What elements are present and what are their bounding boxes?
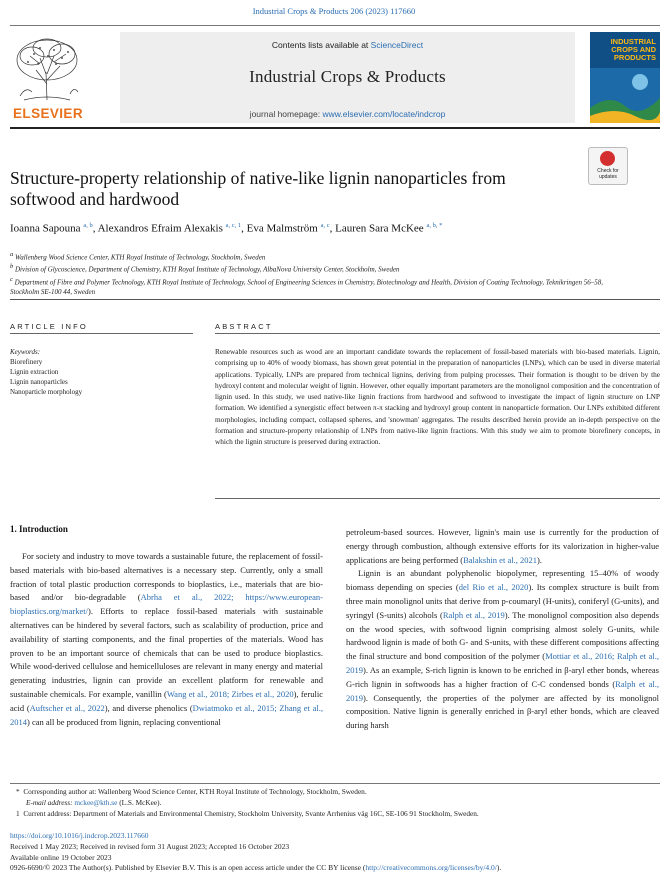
- citation-link[interactable]: Auftscher et al., 2022: [29, 702, 105, 713]
- body-text: ). Efforts to replace fossil-based materials with sustainable alternatives can be hindered by several factors, such as scalability of production, price and availability of starting components, and the final properties of the materials. Wood has proven to be an important source of chemicals that can be used to produce bioplastics. While wood-derived cellulose and hemicelluloses are relevant in many energy and material generating industries, lignin can provide an excellent platform for renewable and sustainable chemicals. For example, vanillin (: [10, 606, 323, 699]
- journal-cover[interactable]: [590, 32, 660, 123]
- body-text: ). As an example, S-rich lignin is known to be enriched in β-aryl ether bonds, whereas G-rich lignin in softwoods has a higher fraction of C-C condensed bonds (: [346, 664, 659, 689]
- current-address-note: [16, 809, 656, 819]
- license-suffix: ).: [496, 863, 502, 873]
- email-suffix: (L.S. McKee).: [119, 798, 162, 807]
- citation-link[interactable]: Wang et al., 2018; Zirbes et al., 2020: [166, 688, 294, 699]
- keyword[interactable]: Biorefinery: [10, 358, 43, 366]
- body-text: For society and industry to move towards a sustainable future, the replacement of fossil-based materials with bio-based alternatives is a necessary step. Currently, only a small fraction of total plastic production corresponds to bioplastics, i.e., materials that are bio-based and/or bio-degradable (: [10, 551, 323, 603]
- journal-header: [120, 32, 575, 123]
- body-text: ), ferulic acid (: [10, 688, 323, 713]
- top-rule: [10, 25, 660, 26]
- citation-link[interactable]: Mottiar et al., 2016; Ralph et al., 2019: [346, 651, 659, 675]
- keywords-block: [10, 347, 190, 397]
- affiliation-text: Wallenberg Wood Science Center, KTH Royal Institute of Technology, Stockholm, Sweden: [15, 253, 266, 262]
- intro-paragraph: [346, 567, 659, 733]
- keyword[interactable]: Nanoparticle morphology: [10, 388, 83, 396]
- email-label: E-mail address:: [26, 798, 73, 807]
- abstract-rule: [215, 333, 660, 334]
- author-affil-marks[interactable]: a, b, *: [426, 222, 443, 229]
- keywords-label: Keywords:: [10, 348, 41, 356]
- intro-paragraph: [346, 526, 659, 567]
- author-separator: ,: [241, 222, 247, 235]
- intro-left-column: [10, 550, 323, 729]
- intro-right-column: [346, 526, 659, 733]
- cover-image: [590, 68, 660, 123]
- doi-link[interactable]: https://doi.org/10.1016/j.indcrop.2023.117660: [10, 831, 149, 840]
- article-title: Structure-property relationship of native-like lignin nanoparticles from softwood and hardwood: [10, 168, 506, 209]
- homepage-link[interactable]: www.elsevier.com/locate/indcrop: [322, 109, 446, 119]
- affiliation-text: Division of Glycoscience, Department of Chemistry, KTH Royal Institute of Technology, AlbaNova University Center, Stockholm, Sweden: [15, 265, 400, 274]
- affiliation: [10, 250, 630, 262]
- abstract-bottom-rule: [215, 498, 660, 499]
- body-text: ), and diverse phenolics (: [104, 702, 193, 713]
- citation-link[interactable]: Ralph et al., 2019: [442, 609, 505, 620]
- abstract-text: Renewable resources such as wood are an important candidate towards the replacement of fossil-based materials with bio-based materials. Lignin, comprising up to 40% of woody biomass, has shown great potential in the preparation of nanoparticles (LNPs), which can be used in diverse material applications. Typically, LNPs are prepared from technical lignins, deriving from pulping processes. Their formation is thought to be driven by the hydroxyl content and molecular weight of lignin. However, other equally important parameters are the monolignol composition and the concentration of lignin used. In this study, we used native-like lignin fractions from hardwood and softwood to investigate the impact of lignin structure on LNP formation. We identified a synergistic effect between π-π stacking and hydroxyl group content in nanoparticle formation. Our LNPs exhibited different morphologies, including compact, collapsed spheres, and 'snowman' aggregates. The results described herein provide an in-depth perspective on the formation and structure-property relationship of LNPs from native-like lignin fractions. With this study we aim to promote biorefinery concepts, in which the lignin structure is preserved during extraction.: [215, 347, 660, 447]
- affiliation-mark: b: [10, 263, 14, 271]
- license-link[interactable]: http://creativecommons.org/licenses/by/4.0/: [365, 863, 497, 873]
- received-dates: Received 1 May 2023; Received in revised form 31 August 2023; Accepted 16 October 2023: [10, 841, 290, 851]
- citation-link[interactable]: Dwiatmoko et al., 2015; Zhang et al., 2014: [10, 702, 323, 727]
- author-affil-marks[interactable]: a, c: [320, 222, 330, 229]
- affiliation: [10, 275, 630, 297]
- cover-title: INDUSTRIAL CROPS AND PRODUCTS: [610, 37, 656, 62]
- body-text: ).: [536, 554, 542, 565]
- body-text: ). Its complex structure is built from three main monolignol units that derive from p-coumaryl (H-units), coniferyl (G-units), and syringyl (S-units) alcohols (: [346, 582, 659, 620]
- author-name[interactable]: Ioanna Sapouna: [10, 222, 81, 235]
- citation-link[interactable]: Abrha et al., 2022; https://www.european-bioplastics.org/market/: [10, 592, 323, 617]
- author-affil-marks[interactable]: a, b: [83, 222, 93, 229]
- publication-info: [10, 831, 660, 874]
- author-name[interactable]: Eva Malmström: [246, 222, 318, 235]
- author-list: [10, 222, 650, 235]
- footnote-mark: 1: [16, 809, 20, 818]
- license-line: [10, 863, 660, 874]
- affiliations: [10, 250, 630, 297]
- author-name[interactable]: Alexandros Efraim Alexakis: [97, 222, 223, 235]
- corresponding-author-note: [16, 787, 656, 797]
- footnote-text: Current address: Department of Materials and Environmental Chemistry, Stockholm University, Svante Arrhenius väg 16C, SE-106 91 Stockholm, Sweden.: [23, 809, 479, 818]
- body-text: ). Consequently, the properties of the polymer are affected by its monolignol composition. Native lignin is generally enriched in β-aryl ether bonds, which are cleaved during harsh: [346, 692, 659, 731]
- affiliation-mark: c: [10, 275, 13, 283]
- email-note: [26, 798, 666, 808]
- available-online: Available online 19 October 2023: [10, 852, 112, 862]
- author-affil-marks[interactable]: a, c, 1: [225, 222, 242, 229]
- body-text: petroleum-based sources. However, lignin's main use is currently for the production of energy through combustion, although extensive efforts for its valorization in higher-value applications are being performed (: [346, 527, 659, 565]
- running-head[interactable]: Industrial Crops & Products 206 (2023) 117660: [252, 6, 416, 16]
- journal-homepage: [120, 109, 575, 119]
- check-updates-label: Check for updates: [597, 168, 619, 180]
- section-heading: 1. Introduction: [10, 524, 68, 534]
- article-info-rule: [10, 333, 193, 334]
- license-text: 0926-6690/© 2023 The Author(s). Published by Elsevier B.V. This is an open access article under the CC BY license (: [10, 863, 366, 873]
- contents-line: [120, 40, 575, 50]
- footnote-rule: [10, 783, 660, 784]
- keyword[interactable]: Lignin extraction: [10, 368, 59, 376]
- citation-link[interactable]: del Rio et al., 2020: [458, 582, 529, 593]
- affiliation-text: Department of Fibre and Polymer Technology, KTH Royal Institute of Technology, School of Engineering Sciences in Chemistry, Biotechnology and Health, Division of Coating Technology, Teknikringen 56–58, Stockholm SE-100 44, Sweden: [10, 277, 604, 296]
- footnote-text: Corresponding author at: Wallenberg Wood Science Center, KTH Royal Institute of Technology, Stockholm, Sweden.: [23, 787, 367, 796]
- check-for-updates-button[interactable]: [588, 147, 628, 185]
- elsevier-wordmark[interactable]: ELSEVIER: [13, 106, 83, 121]
- body-text: Lignin is an abundant polyphenolic biopolymer, representing 15–40% of woody biomass depending on species (: [346, 568, 659, 593]
- email-link[interactable]: mckee@kth.se: [74, 798, 118, 807]
- abstract-heading: ABSTRACT: [215, 322, 273, 331]
- author-name[interactable]: Lauren Sara McKee: [335, 222, 424, 235]
- affiliations-rule: [10, 299, 660, 300]
- contents-prefix: Contents lists available at: [271, 40, 371, 50]
- affiliation: [10, 262, 630, 274]
- citation-link[interactable]: Ralph et al., 2019: [346, 678, 659, 703]
- body-text: ). The monolignol composition also depends on the wood species, with softwood lignin comprising almost solely G-units, while hardwood lignin is made of both G- and S-units, with these different compositions affecting the final structure and bond composition of the polymer (: [346, 609, 659, 662]
- journal-title: Industrial Crops & Products: [249, 67, 446, 86]
- citation-link[interactable]: Balakshin et al., 2021: [463, 554, 537, 565]
- author-separator: ,: [329, 222, 336, 235]
- affiliation-mark: a: [10, 251, 14, 258]
- author-separator: ,: [92, 222, 98, 235]
- intro-paragraph: [10, 550, 323, 729]
- header-rule: [10, 127, 660, 129]
- homepage-prefix: journal homepage:: [249, 109, 323, 119]
- body-text: ) can all be produced from lignin, replacing conventional: [27, 716, 221, 727]
- sciencedirect-link[interactable]: ScienceDirect: [370, 40, 424, 50]
- footnote-mark: *: [16, 787, 20, 796]
- check-updates-icon: [600, 151, 615, 166]
- article-info-heading: ARTICLE INFO: [10, 322, 88, 331]
- keyword[interactable]: Lignin nanoparticles: [10, 378, 68, 386]
